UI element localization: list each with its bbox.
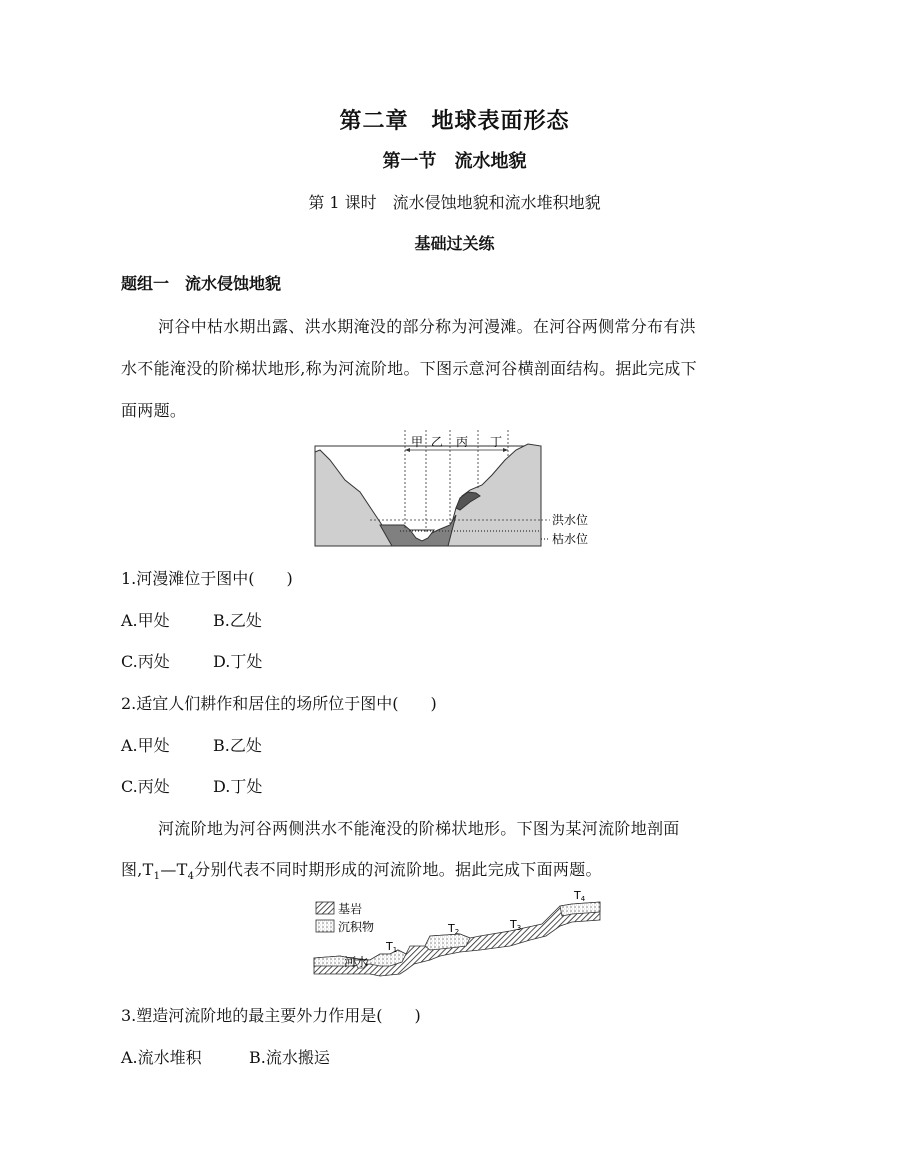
legend-sediment-swatch bbox=[316, 920, 334, 932]
q3-stem: 3.塑造河流阶地的最主要外力作用是( ) bbox=[121, 1006, 421, 1025]
river-label: 河水 bbox=[344, 955, 369, 969]
q3-option-b[interactable]: B.流水搬运 bbox=[249, 1048, 330, 1067]
q2-option-c[interactable]: C.丙处 bbox=[121, 777, 170, 796]
terrace-t1-label: T1 bbox=[386, 940, 398, 954]
label-jia: 甲 bbox=[411, 435, 424, 449]
q2-option-a[interactable]: A.甲处 bbox=[121, 736, 170, 755]
label-ding: 丁 bbox=[490, 435, 503, 449]
q2-stem: 2.适宜人们耕作和居住的场所位于图中( ) bbox=[121, 694, 437, 713]
legend-sediment-label: 沉积物 bbox=[338, 920, 375, 934]
terrace-t3-label: T3 bbox=[510, 918, 522, 932]
q1-option-c[interactable]: C.丙处 bbox=[121, 652, 170, 671]
q1-stem: 1.河漫滩位于图中( ) bbox=[121, 569, 293, 588]
flood-level-label: 洪水位 bbox=[552, 513, 589, 527]
dry-level-label: 枯水位 bbox=[552, 532, 589, 546]
river-terrace-profile-figure bbox=[310, 886, 605, 988]
passage1-line3: 面两题。 bbox=[121, 401, 187, 420]
passage2-line1: 河流阶地为河谷两侧洪水不能淹没的阶梯状地形。下图为某河流阶地剖面 bbox=[158, 819, 680, 838]
valley-cross-section-figure bbox=[310, 430, 610, 552]
legend-bedrock-label: 基岩 bbox=[338, 902, 363, 916]
terrace-t2-label: T2 bbox=[448, 922, 460, 936]
lesson-title: 第 1 课时 流水侵蚀地貌和流水堆积地貌 bbox=[308, 193, 601, 212]
q1-option-d[interactable]: D.丁处 bbox=[213, 652, 263, 671]
passage2-line2: 图$,T_1—T_4$分别代表不同时期形成的河流阶地。据此完成下面两题。 bbox=[121, 860, 602, 883]
passage1-line2: 水不能淹没的阶梯状地形,称为河流阶地。下图示意河谷横剖面结构。据此完成下 bbox=[121, 359, 697, 378]
passage1-line1: 河谷中枯水期出露、洪水期淹没的部分称为河漫滩。在河谷两侧常分布有洪 bbox=[158, 317, 696, 336]
label-yi: 乙 bbox=[431, 435, 444, 449]
q3-option-a[interactable]: A.流水堆积 bbox=[121, 1048, 202, 1067]
q2-option-d[interactable]: D.丁处 bbox=[213, 777, 263, 796]
level-title: 基础过关练 bbox=[414, 234, 495, 253]
terrace-t4-label: T4 bbox=[574, 889, 586, 903]
section-title: 第一节 流水地貌 bbox=[382, 151, 527, 172]
label-bing: 丙 bbox=[456, 435, 469, 449]
q1-option-b[interactable]: B.乙处 bbox=[213, 611, 262, 630]
chapter-title: 第二章 地球表面形态 bbox=[339, 108, 570, 134]
q1-option-a[interactable]: A.甲处 bbox=[121, 611, 170, 630]
legend-bedrock-swatch bbox=[316, 902, 334, 914]
q2-option-b[interactable]: B.乙处 bbox=[213, 736, 262, 755]
group1-title: 题组一 流水侵蚀地貌 bbox=[121, 274, 282, 293]
